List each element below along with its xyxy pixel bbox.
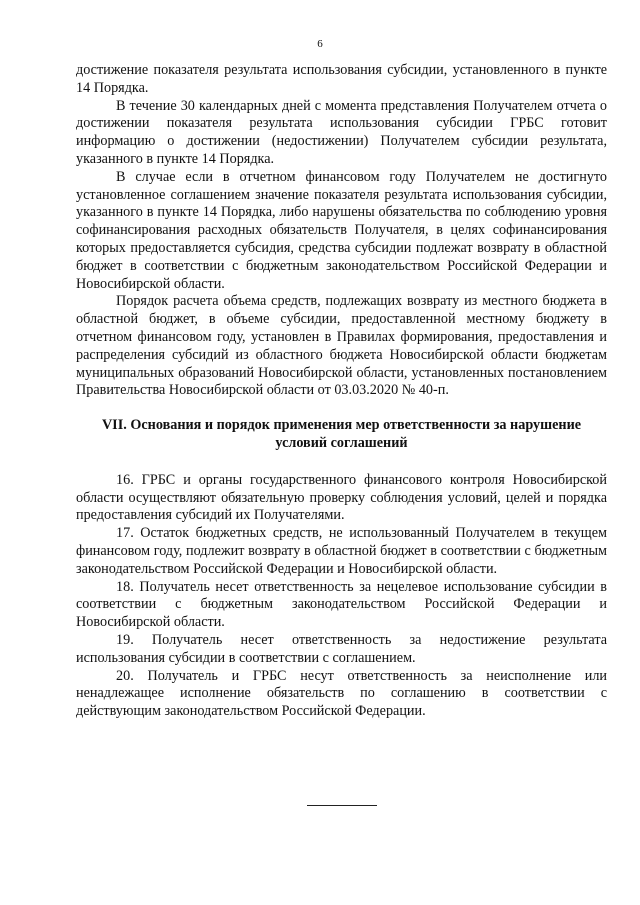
paragraph-refund-case: В случае если в отчетном финансовом году Получателем не достигнуто установленное соглашением значение показателя результата использования субсидии, указанного в пункте 14 Порядка, либо нарушены обязательства по соблюдению уровня софинансирования расходных обязательств Получателя, в целях софинансирования которых предоставляется субсидия, средства субсидии подлежат возврату в областной бюджет в соответствии с бюджетным законодательством Российской Федерации и Новосибирской области. <box>76 168 607 292</box>
paragraph-continuation: достижение показателя результата использования субсидии, установленного в пункте 14 Порядка. <box>76 62 607 96</box>
paragraph-item-18: 18. Получатель несет ответственность за нецелевое использование субсидии в соответствии с бюджетным законодательством Российской Федерации и Новосибирской области. <box>76 578 607 631</box>
document-body <box>76 62 607 721</box>
paragraph-item-17: 17. Остаток бюджетных средств, не использованный Получателем в текущем финансовом году, подлежит возврату в областной бюджет в соответствии с бюджетным законодательством Российской Федерации и Новосибирской области. <box>76 525 607 577</box>
footer-divider <box>307 805 377 806</box>
paragraph-item-20: 20. Получатель и ГРБС несут ответственность за неисполнение или ненадлежащее исполнение обязательств по соглашению в соответствии с действующим законодательством Российской Федерации. <box>76 667 607 720</box>
paragraph-item-16: 16. ГРБС и органы государственного финансового контроля Новосибирской области осуществляют обязательную проверку соблюдения условий, целей и порядка предоставления субсидий их Получателями. <box>76 471 607 524</box>
page-number: 6 <box>317 38 323 50</box>
paragraph-item-19: 19. Получатель несет ответственность за недостижение результата использования субсидии в соответствии с соглашением. <box>76 631 607 666</box>
section-title: VII. Основания и порядок применения мер ответственности за нарушение условий соглашений <box>101 417 582 451</box>
paragraph-refund-calculation: Порядок расчета объема средств, подлежащих возврату из местного бюджета в областной бюджет, в объеме субсидии, предоставленной местному бюджету в отчетном финансовом году, установлен в Правилах формирования, предоставления и распределения субсидий из областного бюджета Новосибирской области бюджетам муниципальных образований Новосибирской области, установленных постановлением Правительства Новосибирской области от 03.03.2020 № 40-п. <box>76 293 607 399</box>
paragraph-report-deadline: В течение 30 календарных дней с момента представления Получателем отчета о достижении показателя результата использования субсидии ГРБС готовит информацию о достижении (недостижении) Получателем субсидии результата, указанного в пункте 14 Порядка. <box>76 97 607 167</box>
